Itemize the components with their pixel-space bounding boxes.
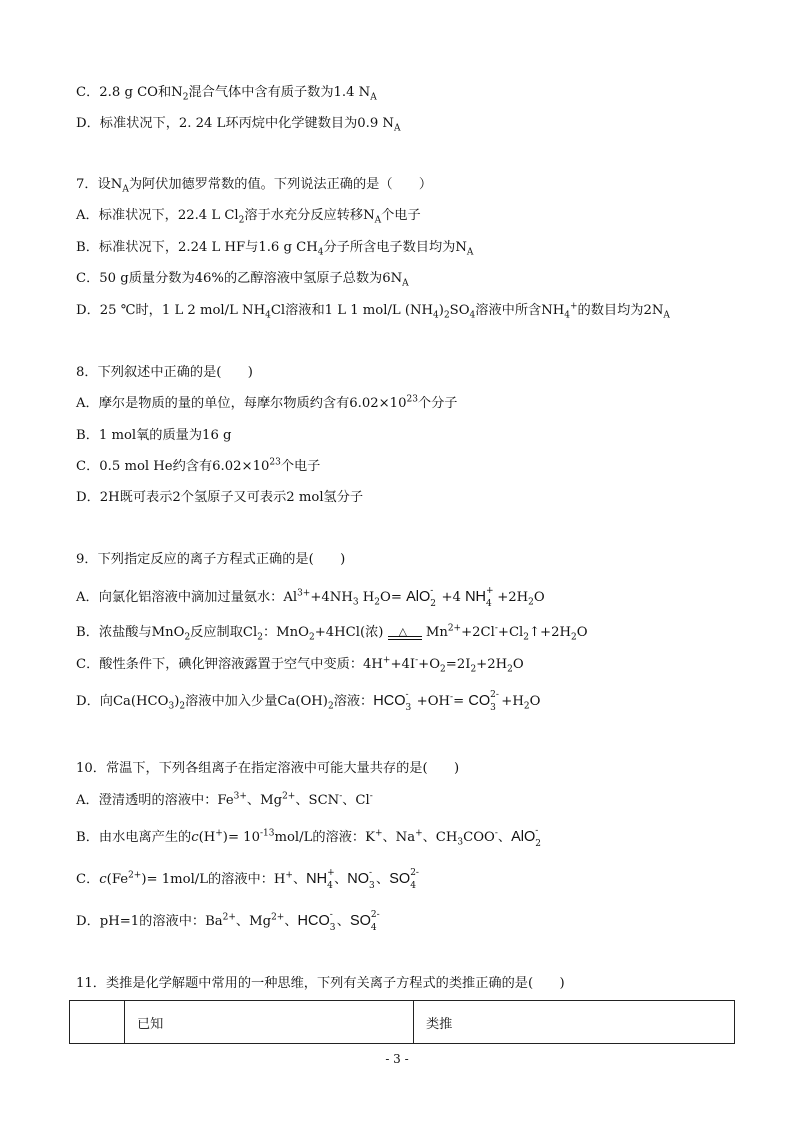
table-header-known: 已知 [125, 1001, 414, 1044]
q7-option-c: C．50 g质量分数为46%的乙醇溶液中氢原子总数为$6N_A$ [76, 271, 409, 289]
table-header-row [70, 1001, 735, 1044]
q9-option-a: A．向氯化铝溶液中滴加过量氨水：$Al^{3+}+4NH_3$ $H_2O=$ AlO - 2 +4 NH + 4 $+2H_2O$ [76, 586, 545, 609]
q6-option-d: D．标准状况下，2. 24 L环丙烷中化学键数目为0.9 $N_A$ [76, 116, 401, 134]
q11-stem: 11．类推是化学解题中常用的一种思维，下列有关离子方程式的类推正确的是( ) [76, 976, 565, 991]
q10-stem: 10．常温下，下列各组离子在指定溶液中可能大量共存的是( ) [76, 761, 460, 776]
q6-option-c: C．2.8 g CO和$N_2$混合气体中含有质子数为1.4 $N_A$ [76, 85, 377, 103]
q8-option-d: D．2H既可表示2个氢原子又可表示2 mol氢分子 [76, 490, 364, 505]
q8-option-c: C．0.5 mol He约含有$6.02\times 10^{23}$个电子 [76, 457, 321, 474]
q7-stem: 7．设$N_A$为阿伏加德罗常数的值。下列说法正确的是（ ） [76, 177, 433, 195]
q8-option-b: B．1 mol氧的质量为16 g [76, 428, 232, 443]
q9-stem: 9．下列指定反应的离子方程式正确的是( ) [76, 552, 346, 567]
q10-option-b: B．由水电离产生的$c(H^+)= 10^{-13}mol/L$的溶液：K+、Na+、$CH_3COO^-$、AlO - 2 [76, 826, 541, 849]
table-header-cell [70, 1001, 125, 1044]
analogy-table [69, 1000, 735, 1044]
table-header-analogy: 类推 [414, 1001, 735, 1044]
q9-option-b: B．浓盐酸与MnO$_2$反应制取$Cl_2$：MnO$_2$+4HCl(浓) △ $Mn^{2+}+2Cl^-+Cl_2↑+2H_2O$ [76, 623, 588, 643]
q9-option-d: D．向$Ca(HCO_3)_2$溶液中加入少量$Ca(OH)_2$溶液：HCO - 3 +OH-= CO 2- 3 $+H_2O$ [76, 690, 541, 713]
q8-option-a: A．摩尔是物质的量的单位，每摩尔物质约含有$6.02\times 10^{23}$个分子 [76, 394, 458, 411]
page-number: - 3 - [385, 1052, 409, 1066]
q10-option-a: A．澄清透明的溶液中：$Fe^{3+}$、$Mg^{2+}$、SCN-、Cl- [76, 791, 373, 808]
q7-option-d: D．25 ℃时，1 L 2 mol/L $NH_4Cl$溶液和1 L 1 mol/L $(NH_4)_2SO_4$溶液中所含$NH_4^+$的数目均为$2N_A$ [76, 301, 670, 321]
q9-option-c: C．酸性条件下，碘化钾溶液露置于空气中变质：$4H^++4I^-+O_2=2I_2+2H_2O$ [76, 655, 524, 675]
q8-stem: 8．下列叙述中正确的是( ) [76, 365, 253, 380]
q10-option-c: C．$c(Fe^{2+})= 1mol/L$的溶液中：H+、NH + 4 、NO - 3 、SO 2- 4 [76, 868, 419, 891]
heating-arrow-icon: △ [388, 624, 422, 638]
q7-option-b: B．标准状况下，2.24 L HF与1.6 g $CH_4$分子所含电子数目均为$N_A$ [76, 240, 474, 258]
q10-option-d: D．pH=1的溶液中：$Ba^{2+}$、$Mg^{2+}$、HCO - 3 、SO 2- 4 [76, 910, 380, 933]
q7-option-a: A．标准状况下，22.4 L $Cl_2$溶于水充分反应转移$N_A$个电子 [76, 208, 421, 226]
